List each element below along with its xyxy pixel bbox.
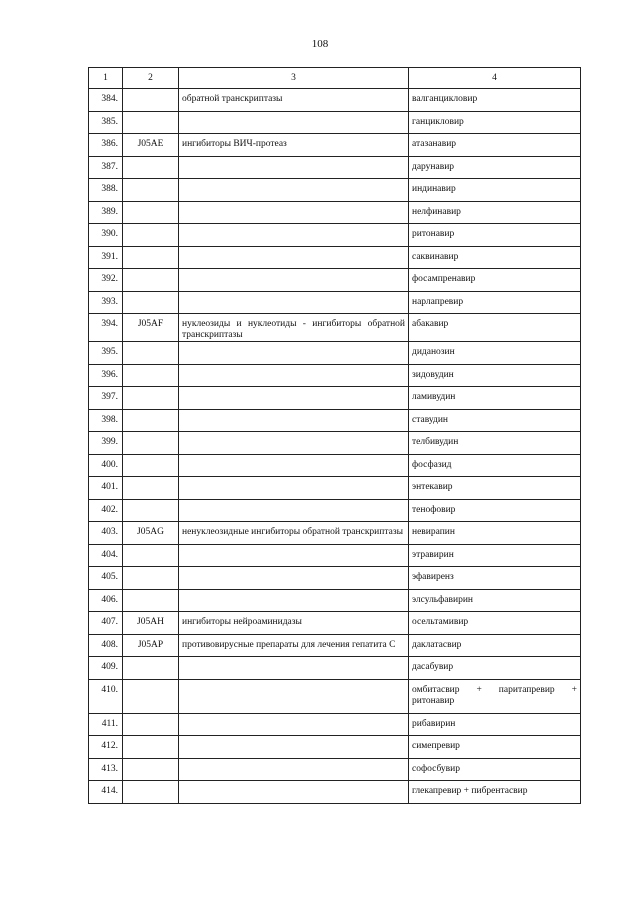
pharmacological-group xyxy=(179,111,409,134)
drug-name: валганцикловир xyxy=(409,89,581,112)
row-number: 397. xyxy=(89,387,123,410)
atc-code xyxy=(123,89,179,112)
header-col-3: 3 xyxy=(179,68,409,89)
table-row xyxy=(89,314,581,342)
drug-name: эфавиренз xyxy=(409,567,581,590)
drug-name: диданозин xyxy=(409,342,581,365)
atc-code xyxy=(123,156,179,179)
drug-name: невирапин xyxy=(409,522,581,545)
table-row xyxy=(89,201,581,224)
table-row xyxy=(89,589,581,612)
pharmacological-group xyxy=(179,291,409,314)
atc-code xyxy=(123,781,179,804)
row-number: 387. xyxy=(89,156,123,179)
atc-code xyxy=(123,499,179,522)
row-number: 403. xyxy=(89,522,123,545)
atc-code: J05AE xyxy=(123,134,179,157)
atc-code xyxy=(123,758,179,781)
row-number: 404. xyxy=(89,544,123,567)
drug-name: абакавир xyxy=(409,314,581,342)
drug-name: тенофовир xyxy=(409,499,581,522)
drug-name: индинавир xyxy=(409,179,581,202)
atc-code: J05AP xyxy=(123,634,179,657)
atc-code xyxy=(123,657,179,680)
table-row xyxy=(89,224,581,247)
atc-code xyxy=(123,224,179,247)
table-row xyxy=(89,544,581,567)
table-row xyxy=(89,713,581,736)
table-header-row xyxy=(89,68,581,89)
drug-name: зидовудин xyxy=(409,364,581,387)
header-col-4: 4 xyxy=(409,68,581,89)
pharmacological-group: ненуклеозидные ингибиторы обратной транскриптазы xyxy=(179,522,409,545)
atc-code xyxy=(123,713,179,736)
pharmacological-group xyxy=(179,269,409,292)
row-number: 399. xyxy=(89,432,123,455)
table-row xyxy=(89,522,581,545)
drug-name: даклатасвир xyxy=(409,634,581,657)
table-row xyxy=(89,387,581,410)
atc-code xyxy=(123,432,179,455)
pharmacological-group xyxy=(179,409,409,432)
row-number: 414. xyxy=(89,781,123,804)
table-row xyxy=(89,364,581,387)
atc-code: J05AG xyxy=(123,522,179,545)
pharmacological-group xyxy=(179,342,409,365)
atc-code: J05AF xyxy=(123,314,179,342)
pharmacological-group xyxy=(179,179,409,202)
table-row xyxy=(89,477,581,500)
drug-name: софосбувир xyxy=(409,758,581,781)
pharmacological-group: ингибиторы ВИЧ-протеаз xyxy=(179,134,409,157)
pharmacological-group: обратной транскриптазы xyxy=(179,89,409,112)
table-row xyxy=(89,179,581,202)
row-number: 401. xyxy=(89,477,123,500)
row-number: 409. xyxy=(89,657,123,680)
table-row xyxy=(89,409,581,432)
pharmacological-group xyxy=(179,657,409,680)
atc-code xyxy=(123,409,179,432)
pharmacological-group xyxy=(179,454,409,477)
pharmacological-group xyxy=(179,387,409,410)
table-row xyxy=(89,269,581,292)
atc-code xyxy=(123,111,179,134)
pharmacological-group xyxy=(179,589,409,612)
table-row xyxy=(89,111,581,134)
table-row xyxy=(89,679,581,713)
pharmacological-group xyxy=(179,201,409,224)
drug-name: симепревир xyxy=(409,736,581,759)
row-number: 388. xyxy=(89,179,123,202)
atc-code xyxy=(123,477,179,500)
atc-code xyxy=(123,342,179,365)
drug-name: нелфинавир xyxy=(409,201,581,224)
row-number: 402. xyxy=(89,499,123,522)
pharmacological-group xyxy=(179,364,409,387)
table-row xyxy=(89,634,581,657)
drug-name: дарунавир xyxy=(409,156,581,179)
drug-name: этравирин xyxy=(409,544,581,567)
row-number: 391. xyxy=(89,246,123,269)
drug-name: фосфазид xyxy=(409,454,581,477)
row-number: 386. xyxy=(89,134,123,157)
row-number: 412. xyxy=(89,736,123,759)
pharmacological-group xyxy=(179,758,409,781)
table-row xyxy=(89,342,581,365)
drug-name: ставудин xyxy=(409,409,581,432)
row-number: 392. xyxy=(89,269,123,292)
header-col-1: 1 xyxy=(89,68,123,89)
pharmacological-group xyxy=(179,499,409,522)
drug-name: элсульфавирин xyxy=(409,589,581,612)
drug-name: рибавирин xyxy=(409,713,581,736)
table-row xyxy=(89,736,581,759)
drug-name: саквинавир xyxy=(409,246,581,269)
row-number: 398. xyxy=(89,409,123,432)
row-number: 400. xyxy=(89,454,123,477)
row-number: 393. xyxy=(89,291,123,314)
atc-code xyxy=(123,246,179,269)
table-row xyxy=(89,134,581,157)
table-row xyxy=(89,89,581,112)
pharmacological-group xyxy=(179,781,409,804)
atc-code xyxy=(123,179,179,202)
row-number: 413. xyxy=(89,758,123,781)
drug-name: осельтамивир xyxy=(409,612,581,635)
drug-name: ламивудин xyxy=(409,387,581,410)
table-row xyxy=(89,758,581,781)
atc-code xyxy=(123,201,179,224)
atc-code xyxy=(123,567,179,590)
row-number: 389. xyxy=(89,201,123,224)
atc-code xyxy=(123,269,179,292)
table-row xyxy=(89,432,581,455)
drug-name: омбитасвир + паритапревир + ритонавир xyxy=(409,679,581,713)
row-number: 405. xyxy=(89,567,123,590)
table-row xyxy=(89,291,581,314)
atc-code xyxy=(123,589,179,612)
pharmacological-group xyxy=(179,156,409,179)
drug-name: нарлапревир xyxy=(409,291,581,314)
table-row xyxy=(89,246,581,269)
pharmacological-group xyxy=(179,477,409,500)
header-col-2: 2 xyxy=(123,68,179,89)
drug-name: атазанавир xyxy=(409,134,581,157)
table-row xyxy=(89,567,581,590)
row-number: 406. xyxy=(89,589,123,612)
table-row xyxy=(89,657,581,680)
row-number: 390. xyxy=(89,224,123,247)
pharmacological-group xyxy=(179,713,409,736)
row-number: 408. xyxy=(89,634,123,657)
pharmacological-group xyxy=(179,736,409,759)
table-row xyxy=(89,454,581,477)
row-number: 410. xyxy=(89,679,123,713)
row-number: 407. xyxy=(89,612,123,635)
drug-list-table xyxy=(88,67,581,804)
row-number: 396. xyxy=(89,364,123,387)
pharmacological-group xyxy=(179,432,409,455)
table-row xyxy=(89,612,581,635)
table-row xyxy=(89,156,581,179)
pharmacological-group xyxy=(179,544,409,567)
pharmacological-group: противовирусные препараты для лечения гепатита С xyxy=(179,634,409,657)
pharmacological-group xyxy=(179,246,409,269)
atc-code xyxy=(123,544,179,567)
row-number: 384. xyxy=(89,89,123,112)
pharmacological-group xyxy=(179,224,409,247)
pharmacological-group: ингибиторы нейроаминидазы xyxy=(179,612,409,635)
atc-code xyxy=(123,364,179,387)
row-number: 411. xyxy=(89,713,123,736)
atc-code: J05AH xyxy=(123,612,179,635)
table-row xyxy=(89,499,581,522)
drug-name: ганцикловир xyxy=(409,111,581,134)
atc-code xyxy=(123,454,179,477)
pharmacological-group xyxy=(179,679,409,713)
atc-code xyxy=(123,679,179,713)
atc-code xyxy=(123,736,179,759)
table-row xyxy=(89,781,581,804)
page-number: 108 xyxy=(311,38,329,50)
row-number: 395. xyxy=(89,342,123,365)
pharmacological-group: нуклеозиды и нуклеотиды - ингибиторы обратной транскриптазы xyxy=(179,314,409,342)
row-number: 394. xyxy=(89,314,123,342)
drug-name: ритонавир xyxy=(409,224,581,247)
drug-name: фосампренавир xyxy=(409,269,581,292)
drug-name: глекапревир + пибрентасвир xyxy=(409,781,581,804)
atc-code xyxy=(123,291,179,314)
row-number: 385. xyxy=(89,111,123,134)
drug-name: дасабувир xyxy=(409,657,581,680)
drug-name: телбивудин xyxy=(409,432,581,455)
pharmacological-group xyxy=(179,567,409,590)
drug-name: энтекавир xyxy=(409,477,581,500)
atc-code xyxy=(123,387,179,410)
